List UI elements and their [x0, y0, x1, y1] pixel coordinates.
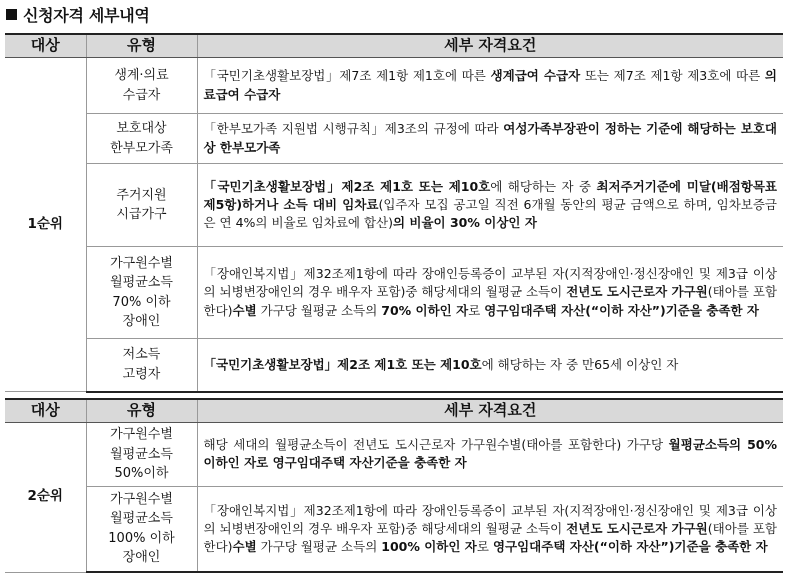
emphasis-text: 최저주거기준에 미달(배점항목표 제5항)하거나 소득 대비 임차료 [203, 178, 778, 212]
body-text: 로 [476, 538, 493, 554]
emphasis-text: 「국민기초생활보장법」제2조 제1호 또는 제10호 [203, 178, 491, 194]
type-cell [86, 58, 197, 114]
table-row [5, 247, 783, 339]
type-line: 장애인 [122, 314, 161, 329]
emphasis-text: 의 비율이 30% 이상인 자 [392, 215, 537, 231]
header-type: 유형 [86, 34, 197, 58]
table-row [5, 114, 783, 164]
requirement-cell [197, 339, 783, 392]
type-line: 가구원수별 [110, 255, 173, 271]
table-row [5, 164, 783, 247]
emphasis-text: 생계급여 수급자 [490, 68, 581, 84]
body-text: 또는 제7조 제1항 제3호에 따른 [580, 68, 765, 84]
header-target: 대상 [5, 34, 86, 58]
body-text: 해당 세대의 월평균소득이 전년도 도시근로자 가구원수별(태아를 포함한다) 가구당 [203, 437, 669, 453]
section-heading [6, 3, 150, 25]
emphasis-text: 월평균소득의 50% 이하인 자로 영구임대주택 자산기준을 충족한 자 [203, 437, 777, 471]
header-requirements: 세부 자격요건 [197, 34, 783, 58]
emphasis-text: 영구임대주택 자산(“이하 자산”)기준을 충족한 자 [484, 302, 759, 318]
body-text: 「한부모가족 지원법 시행규칙」제3조의 규정에 따라 [203, 121, 504, 137]
requirement-cell [197, 114, 783, 164]
type-line: 수급자 [122, 87, 161, 103]
type-line: 생계·의료 [114, 68, 169, 83]
type-line: 주거지원 [116, 187, 167, 203]
type-line: 보호대상 [116, 121, 167, 136]
type-line: 월평균소득 [110, 511, 173, 527]
type-line: 장애인 [122, 550, 161, 566]
emphasis-text: 수별 [232, 538, 257, 554]
header-target: 대상 [5, 399, 86, 423]
header-row [5, 399, 783, 423]
type-line: 월평균소득 [110, 275, 173, 290]
type-cell [86, 486, 197, 572]
emphasis-text: 영구임대주택 자산(“이하 자산”)기준을 충족한 자 [492, 538, 768, 554]
requirement-cell [197, 58, 783, 114]
type-cell [86, 423, 197, 487]
rank-label: 2순위 [5, 423, 86, 573]
requirement-cell [197, 486, 783, 572]
table-row [5, 339, 783, 392]
rank1-table [5, 33, 783, 393]
body-text: (입주자 모집 공고일 직전 6개월 동안의 평균 금액으로 하며, 임차보증금은 연 4%의 비율로 임차료에 합산) [203, 196, 777, 231]
type-line: 가구원수별 [110, 491, 173, 507]
emphasis-text: 전년도 도시근로자 가구원 [566, 520, 708, 536]
body-text: 「장애인복지법」제32조제1항에 따라 장애인등록증이 교부된 자(지적장애인·정신장애인 및 제3급 이상의 뇌병변장애인의 경우 배우자 포함)중 해당세대의 월평균 소득이 [203, 502, 777, 536]
section-title: 신청자격 세부내역 [23, 5, 150, 25]
emphasis-text: 수별 [232, 302, 257, 318]
body-text: 「국민기초생활보장법」제7조 제1항 제1호에 따른 [203, 68, 491, 84]
type-line: 100% 이하 [108, 530, 175, 546]
emphasis-text: 「국민기초생활보장법」제2조 제1호 또는 제10호 [203, 356, 482, 372]
table-row [5, 423, 783, 487]
type-cell [86, 114, 197, 164]
emphasis-text: 100% 이하인 자 [381, 538, 477, 554]
body-text: 가구당 월평균 소득의 [256, 302, 382, 318]
body-text: 가구당 월평균 소득의 [256, 538, 382, 554]
table-row [5, 486, 783, 572]
type-line: 시급가구 [116, 207, 167, 222]
header-row [5, 34, 783, 58]
type-cell [86, 247, 197, 339]
table-row [5, 58, 783, 114]
type-cell [86, 339, 197, 392]
requirement-cell [197, 164, 783, 247]
requirement-cell [197, 423, 783, 487]
type-line: 가구원수별 [110, 427, 173, 442]
body-text: 에 해당하는 자 중 만65세 이상인 자 [481, 356, 679, 372]
type-line: 고령자 [122, 366, 161, 382]
body-text: 에 해당하는 자 중 [490, 178, 597, 194]
body-text: 「장애인복지법」제32조제1항에 따라 장애인등록증이 교부된 자(지적장애인·정신장애인 및 제3급 이상의 뇌병변장애인의 경우 배우자 포함)중 해당세대의 월평균 소득이 [203, 266, 777, 300]
header-requirements: 세부 자격요건 [197, 399, 783, 423]
type-line: 저소득 [122, 347, 161, 363]
body-text: 로 [468, 302, 485, 318]
rank-label: 1순위 [5, 58, 86, 392]
type-line: 월평균소득 [110, 446, 173, 462]
header-type: 유형 [86, 399, 197, 423]
square-bullet-icon [6, 9, 17, 20]
body-text: (태아를 포함한다) [203, 520, 777, 554]
rank2-table [5, 398, 783, 573]
emphasis-text: 전년도 도시근로자 가구원 [566, 284, 708, 300]
emphasis-text: 의료급여 수급자 [203, 68, 777, 102]
emphasis-text: 70% 이하인 자 [381, 302, 469, 318]
type-line: 70% 이하 [112, 294, 171, 310]
body-text: (태아를 포함한다) [203, 284, 777, 318]
type-line: 50%이하 [114, 466, 169, 481]
requirement-cell [197, 247, 783, 339]
type-line: 한부모가족 [110, 140, 173, 156]
type-cell [86, 164, 197, 247]
emphasis-text: 여성가족부장관이 정하는 기준에 해당하는 보호대상 한부모가족 [203, 121, 777, 155]
